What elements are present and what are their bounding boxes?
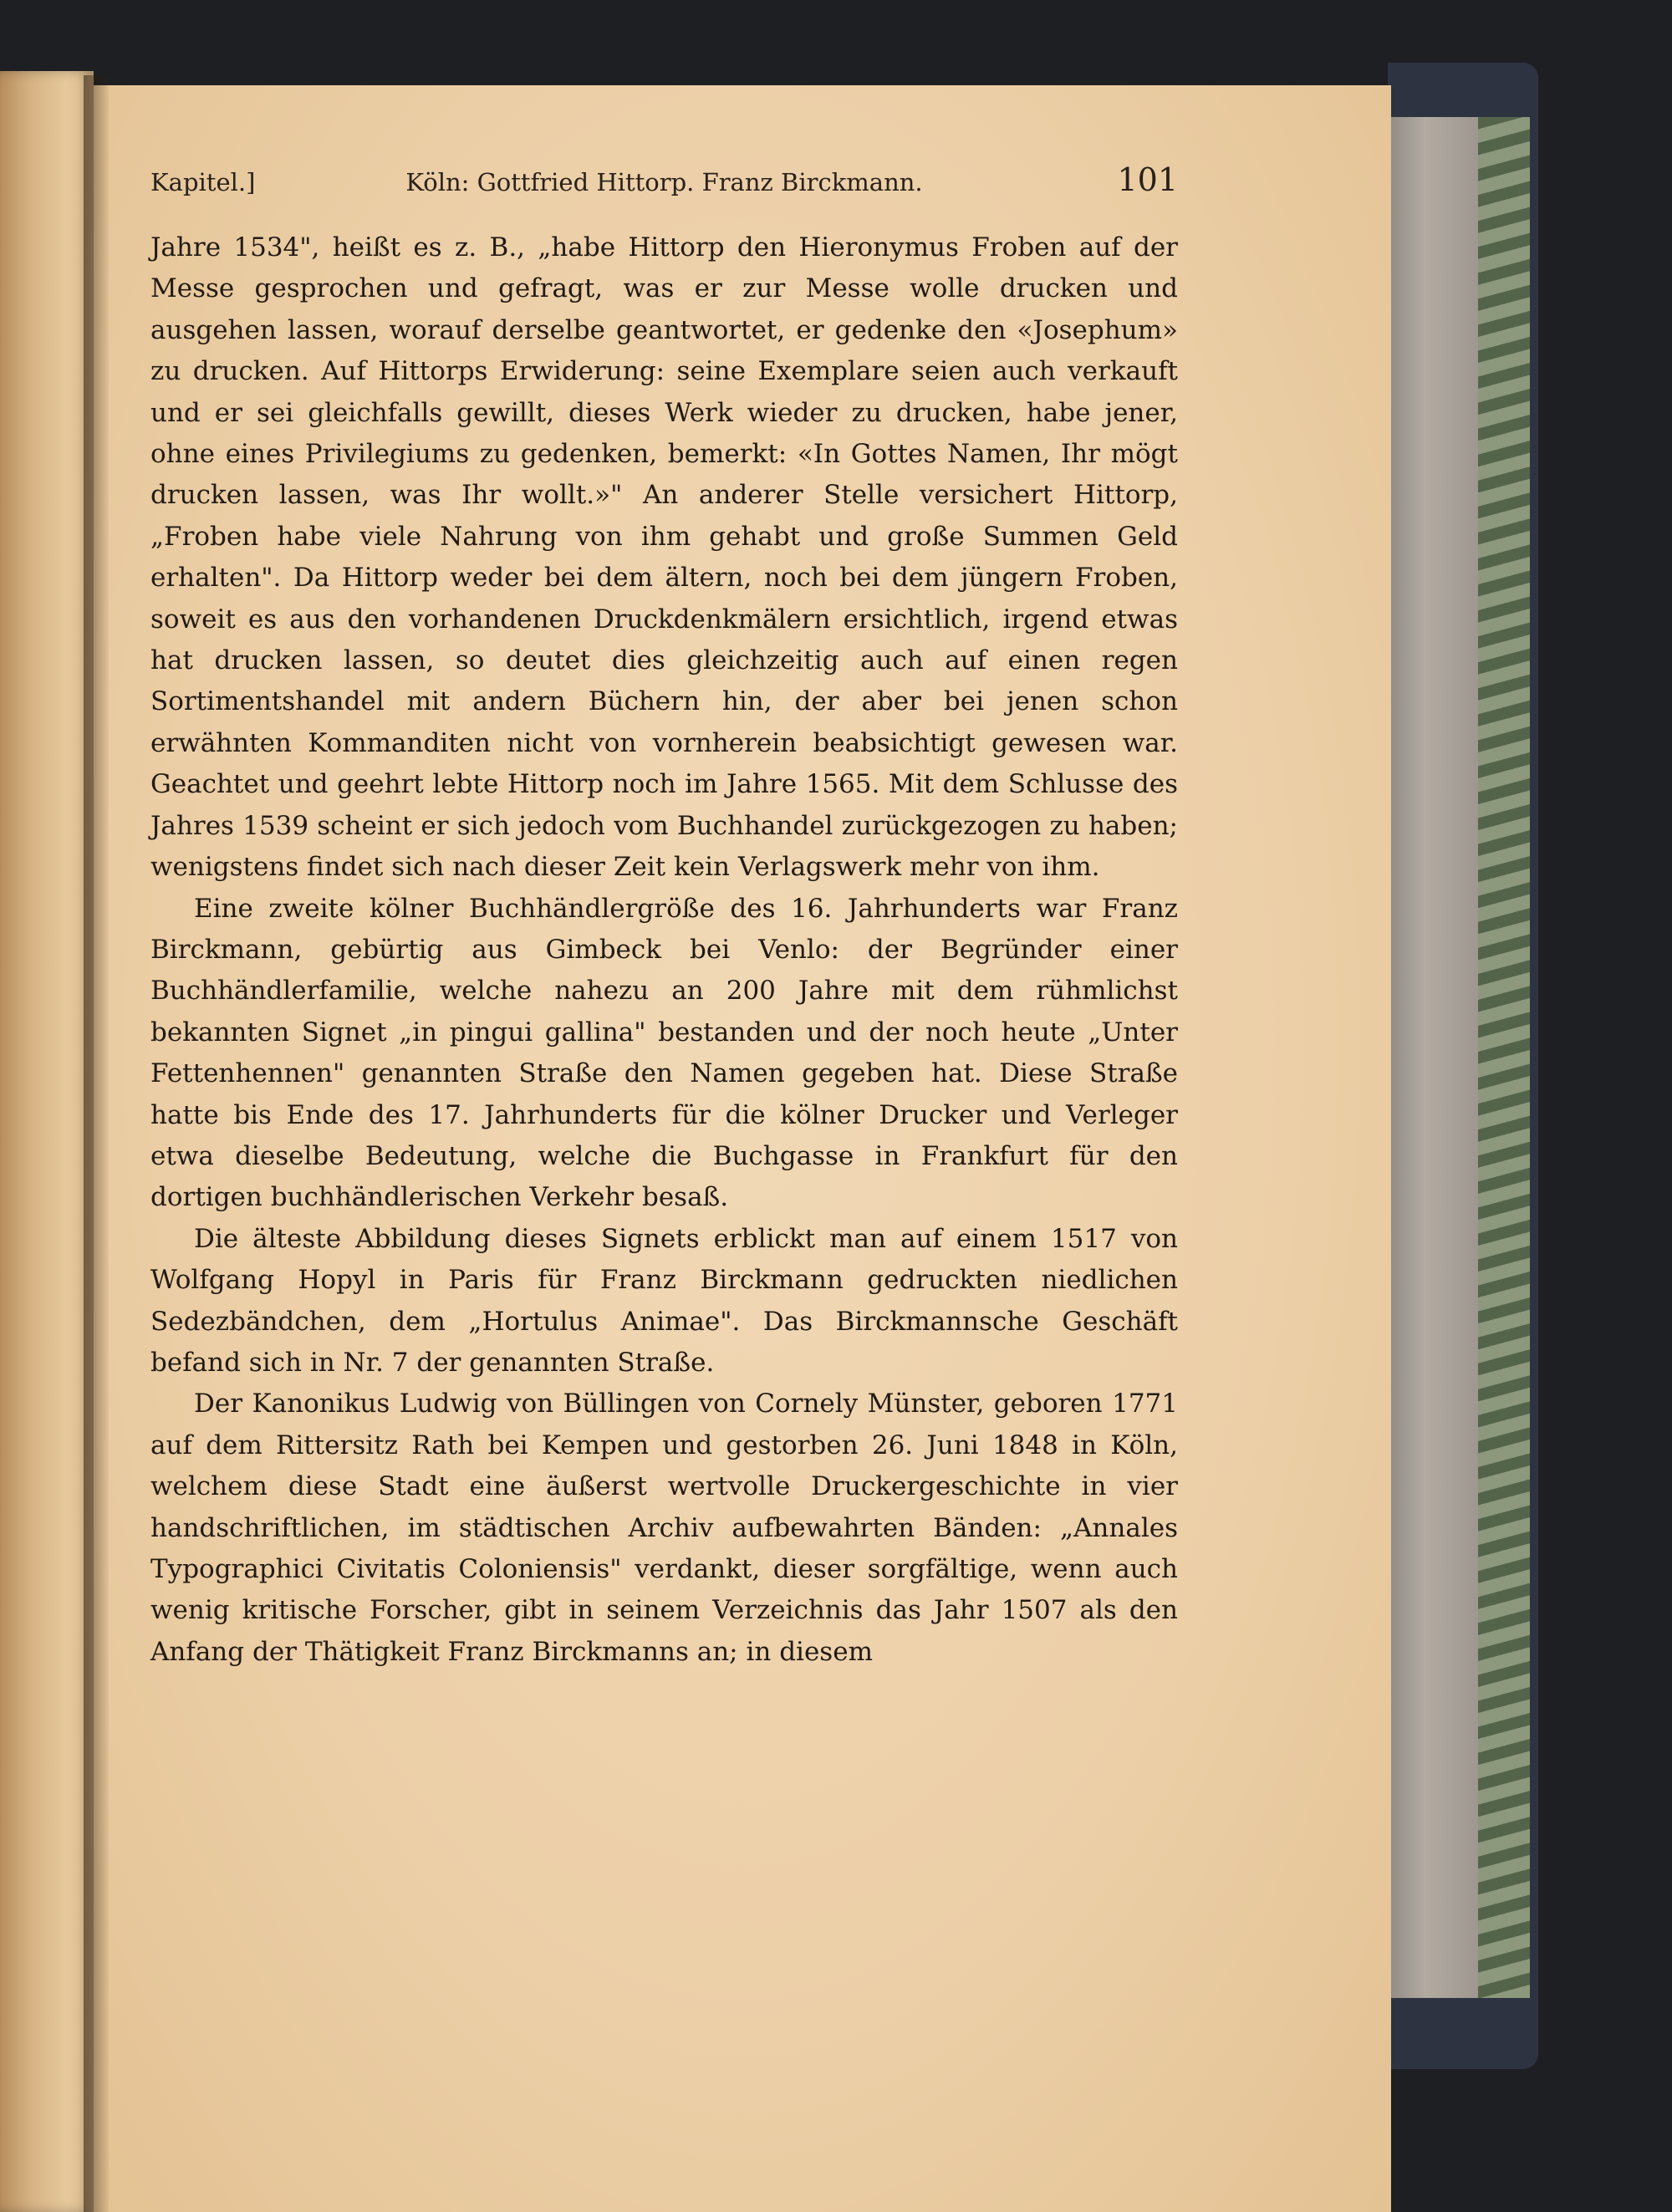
- gutter-shadow: [84, 75, 109, 2212]
- paragraph: Eine zweite kölner Buchhändlergröße des 16. Jahrhunderts war Franz Birckmann, gebürtig aus Gimbeck bei Venlo: der Begründer einer Buchhändlerfamilie, welche nahezu an 200 Jahre mit dem rühmlichst bekannten Signet „in pingui gallina" bestanden und der noch heute „Unter Fettenhennen" genannten Straße den Namen gegeben hat. Diese Straße hatte bis Ende des 17. Jahrhunderts für die kölner Drucker und Verleger etwa dieselbe Bedeutung, welche die Buchgasse in Frankfurt für den dortigen buchhändlerischen Verkehr besaß.: [150, 893, 1178, 1213]
- page-stack-edge: [1388, 117, 1481, 1998]
- paragraph: Die älteste Abbildung dieses Signets erblickt man auf einem 1517 von Wolfgang Hopyl in Paris für Franz Birckmann gedruckten niedlichen Sedezbändchen, dem „Hortulus Animae". Das Birckmannsche Geschäft befand sich in Nr. 7 der genannten Straße.: [150, 1223, 1178, 1378]
- page-number: 101: [1117, 161, 1178, 198]
- running-header: [150, 161, 1178, 203]
- running-title: Köln: Gottfried Hittorp. Franz Birckmann.: [405, 168, 923, 196]
- previous-page-edge: [0, 71, 94, 2212]
- chapter-label: Kapitel.]: [150, 168, 256, 196]
- paragraph: Der Kanonikus Ludwig von Büllingen von Cornely Münster, geboren 1771 auf dem Rittersitz Rath bei Kempen und gestorben 26. Juni 1848 in Köln, welchem diese Stadt eine äußerst wertvolle Druckergeschichte in vier handschriftlichen, im städtischen Archiv aufbewahrten Bänden: „Annales Typographici Civitatis Coloniensis" verdankt, dieser sorgfältige, wenn auch wenig kritische Forscher, gibt in seinem Verzeichnis das Jahr 1507 als den Anfang der Thätigkeit Franz Birckmanns an; in diesem: [150, 1389, 1178, 1667]
- paragraph: Jahre 1534", heißt es z. B., „habe Hittorp den Hieronymus Froben auf der Messe gesprochen und gefragt, was er zur Messe wolle drucken und ausgehen lassen, worauf derselbe geantwortet, er gedenke den «Josephum» zu drucken. Auf Hittorps Erwiderung: seine Exemplare seien auch verkauft und er sei gleichfalls gewillt, dieses Werk wieder zu drucken, habe jener, ohne eines Privilegiums zu gedenken, bemerkt: «In Gottes Namen, Ihr mögt drucken lassen, was Ihr wollt.»" An anderer Stelle versichert Hittorp, „Froben habe viele Nahrung von ihm gehabt und große Summen Geld erhalten". Da Hittorp weder bei dem ältern, noch bei dem jüngern Froben, soweit es aus den vorhandenen Druckdenkmälern ersichtlich, irgend etwas hat drucken lassen, so deutet dies gleichzeitig auch auf einen regen Sortimentshandel mit andern Büchern hin, der aber bei jenen schon erwähnten Kommanditen nicht von vornherein beabsichtigt gewesen war. Geachtet und geehrt lebte Hittorp noch im Jahre 1565. Mit dem Schlusse des Jahres 1539 scheint er sich jedoch vom Buchhandel zurückgezogen zu haben; wenigstens findet sich nach dieser Zeit kein Verlagswerk mehr von ihm.: [150, 232, 1178, 883]
- marbled-endpaper: [1478, 117, 1530, 1998]
- body-text: [150, 227, 1178, 1673]
